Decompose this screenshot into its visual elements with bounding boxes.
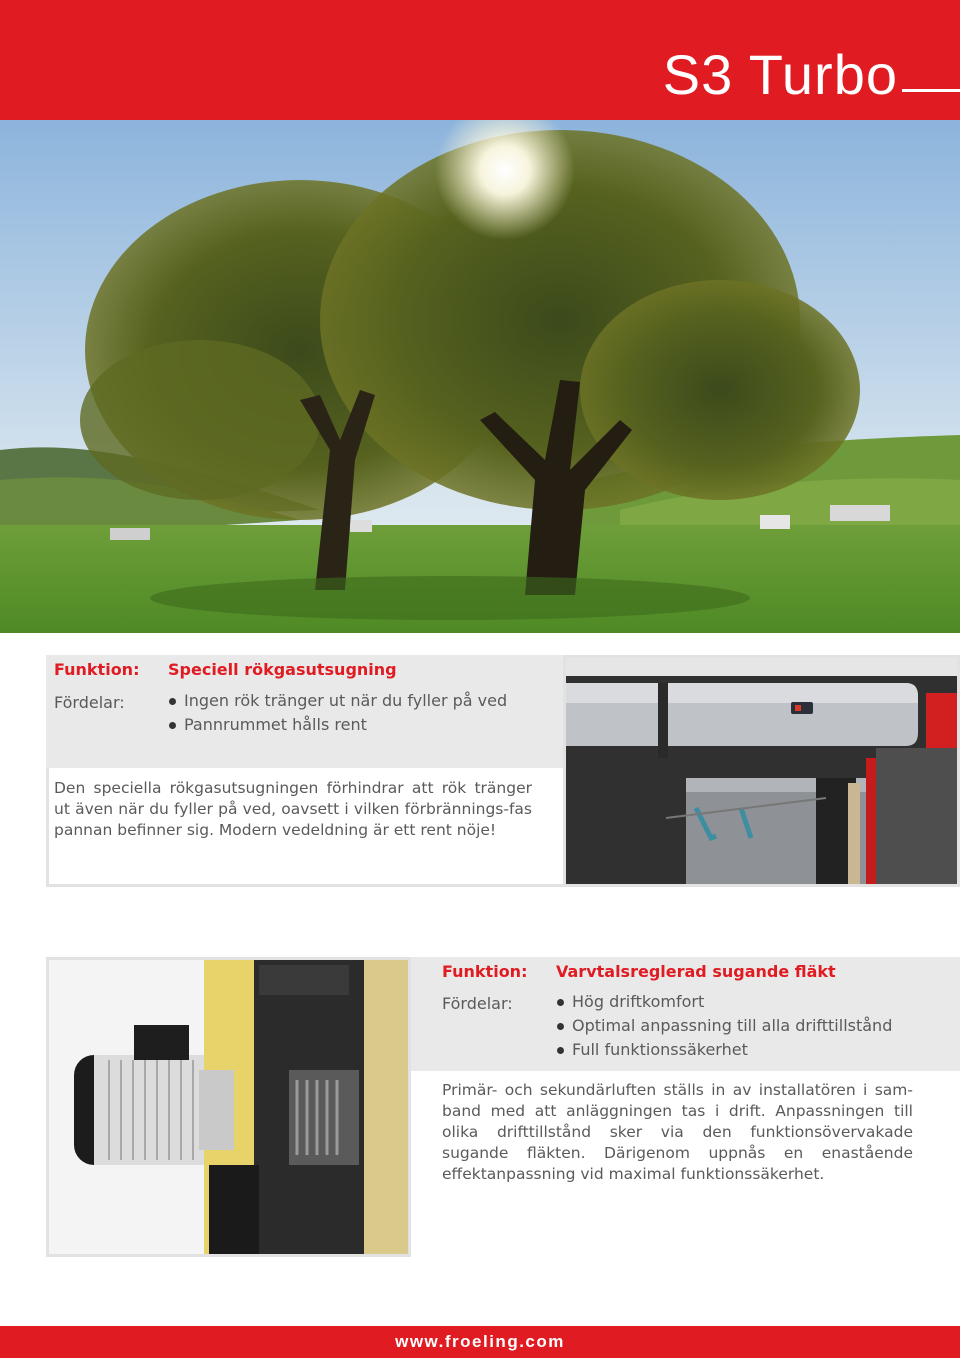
footer-website-link[interactable]: www.froeling.com	[395, 1332, 565, 1351]
section2-description: Primär- och sekundärluften ställs in av installatören i sam-band med att anläggningen tas i drift. Anpassningen till olika drifttillstånd sker via den funktionsövervakade sugande fläkten. Därigenom uppnås en enastående effektanpassning vid maximal funktionssäkerhet.	[442, 1081, 913, 1183]
header-bar	[0, 0, 960, 120]
list-item: Pannrummet hålls rent	[168, 713, 507, 737]
list-item: Optimal anpassning till alla drifttillstånd	[556, 1014, 892, 1038]
section2-funktion-label: Funktion:	[442, 962, 528, 981]
section1-fordelar-label: Fördelar:	[54, 693, 125, 712]
footer-bar	[0, 1326, 960, 1358]
section1-title: Speciell rökgasutsugning	[168, 660, 397, 679]
section1-description: Den speciella rökgasutsugningen förhindrar att rök tränger ut även när du fyller på ved, oavsett i vilken förbrännings-fas pannan befinner sig. Modern vedeldning är ett rent nöje!	[54, 779, 532, 839]
hero-photo	[0, 120, 960, 633]
section1-funktion-label: Funktion:	[54, 660, 140, 679]
boiler-top-photo	[563, 655, 960, 887]
section2-benefits-list	[556, 990, 892, 1062]
section2-title: Varvtalsreglerad sugande fläkt	[556, 962, 836, 981]
list-item: Hög driftkomfort	[556, 990, 892, 1014]
list-item: Ingen rök tränger ut när du fyller på ved	[168, 689, 507, 713]
section2-fordelar-label: Fördelar:	[442, 994, 513, 1013]
list-item: Full funktionssäkerhet	[556, 1038, 892, 1062]
page-title: S3 Turbo	[663, 42, 960, 107]
fan-cutaway-photo	[46, 957, 411, 1257]
section1-benefits-list	[168, 689, 507, 737]
